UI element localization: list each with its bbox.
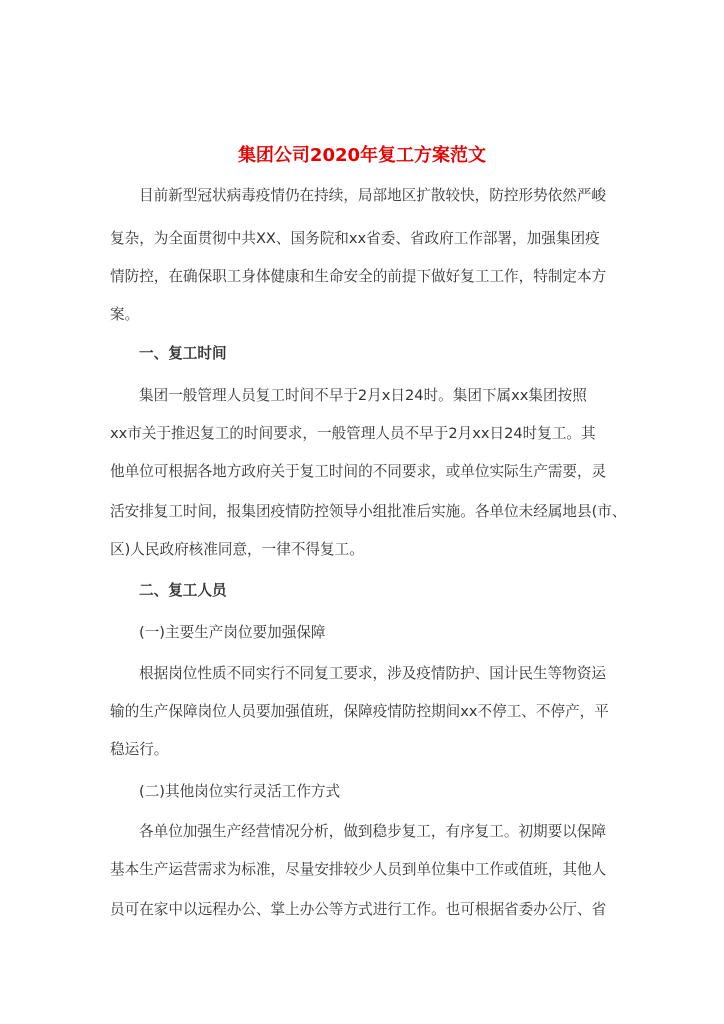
text-line: 复杂，为全面贯彻中共XX、国务院和xx省委、省政府工作部署，加强集团疫: [110, 230, 600, 247]
text-line: 区)人民政府核准同意，一律不得复工。: [110, 541, 364, 558]
text-line: 根据岗位性质不同实行不同复工要求，涉及疫情防护、国计民生等物资运: [139, 665, 607, 682]
text-line: 员可在家中以远程办公、掌上办公等方式进行工作。也可根据省委办公厅、省: [110, 901, 607, 918]
text-line: 各单位加强生产经营情况分析，做到稳步复工，有序复工。初期要以保障: [139, 823, 607, 840]
text-line: 案。: [110, 306, 140, 323]
text-line: 他单位可根据各地方政府关于复工时间的不同要求，或单位实际生产需要，灵: [110, 463, 607, 480]
text-line: (二)其他岗位实行灵活工作方式: [139, 783, 341, 800]
text-line: 活安排复工时间，报集团疫情防控领导小组批准后实施。各单位未经属地县(市、: [110, 503, 627, 520]
document-title: 集团公司2020年复工方案范文: [237, 145, 487, 166]
text-line: (一)主要生产岗位要加强保障: [139, 624, 326, 641]
section-heading: 二、复工人员: [139, 582, 227, 599]
text-line: 情防控，在确保职工身体健康和生命安全的前提下做好复工工作，特制定本方: [110, 268, 607, 285]
text-line: xx市关于推迟复工的时间要求，一般管理人员不早于2月xx日24时复工。其: [110, 425, 596, 442]
text-line: 集团一般管理人员复工时间不早于2月x日24时。集团下属xx集团按照: [139, 387, 587, 404]
text-line: 输的生产保障岗位人员要加强值班，保障疫情防控期间xx不停工、不停产，平: [110, 703, 609, 720]
text-line: 稳运行。: [110, 741, 169, 758]
section-heading: 一、复工时间: [139, 345, 227, 362]
text-line: 目前新型冠状病毒疫情仍在持续，局部地区扩散较快，防控形势依然严峻: [139, 187, 607, 204]
text-line: 基本生产运营需求为标准，尽量安排较少人员到单位集中工作或值班，其他人: [110, 861, 607, 878]
